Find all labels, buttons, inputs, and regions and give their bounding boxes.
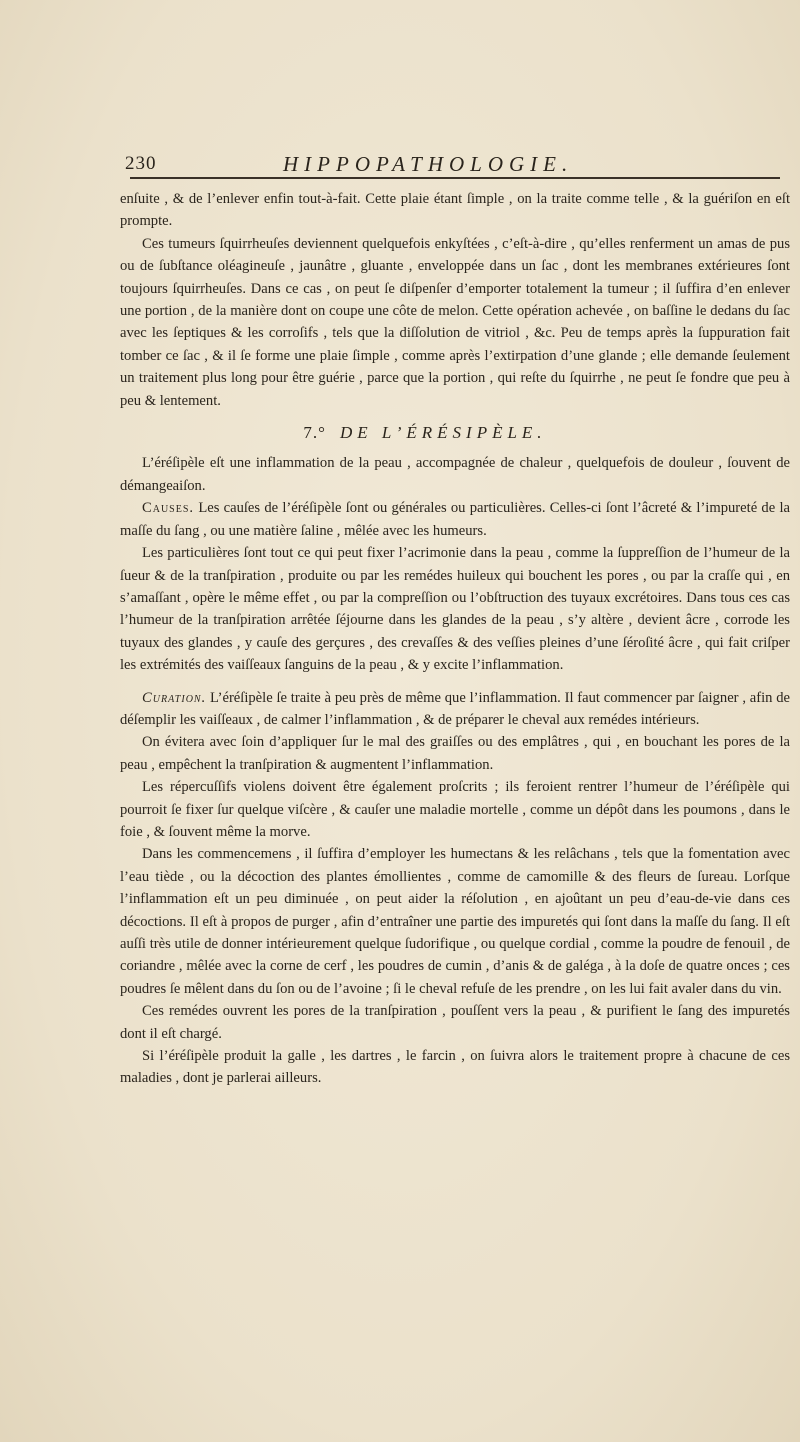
- paragraph: enſuite , & de l’enlever enfin tout-à-fait. Cette plaie étant ſimple , on la traite comme telle , & la guériſon en eſt prompte.: [120, 191, 790, 230]
- curation-text: L’éréſipèle ſe traite à peu près de même que l’inflammation. Il faut commencer par ſaigner , afin de déſemplir les vaiſſeaux , de calmer l’inflammation , & de préparer le cheval aux remédes intérieurs.: [120, 689, 791, 728]
- paragraph: Dans les commencemens , il ſuffira d’employer les humectans & les relâchans , tels que la fomentation avec l’eau tiède , ou la décoction des plantes émollientes , comme de camomille & des fleurs de ſureau. Lorſque l’inflammation eſt un peu diminuée , on peut aider la réſolution , en ajoûtant un peu d’eau-de-vie dans ces décoctions. Il eſt à propos de purger , afin d’entraîner une partie des impuretés qui ſont dans la maſſe du ſang. Il eſt auſſi très utile de donner intérieurement quelque ſudorifique , ou quelque cordial , comme la poudre de fenouil , de coriandre , mêlée avec la corne de cerf , les poudres de cumin , d’anis & de galéga , à la doſe de quatre onces ; ces poudres ſe mêlent dans du ſon ou de l’avoine ; ſi le cheval refuſe de les prendre , on les lui fait avaler dans du vin.: [120, 846, 790, 997]
- paragraph: Les répercuſſifs violens doivent être également proſcrits ; ils feroient rentrer l’humeur de l’éréſipèle qui pourroit ſe fixer ſur quelque viſcère , & cauſer une maladie mortelle , comme un dépôt dans les poumons , dans le foie , & ſouvent même la morve.: [120, 779, 790, 840]
- section-title: DE L’ÉRÉSIPÈLE.: [339, 423, 547, 443]
- header-rule: [130, 177, 780, 179]
- paragraph: Si l’éréſipèle produit la galle , les dartres , le farcin , on ſuivra alors le traitement propre à chacune de ces maladies , dont je parlerai ailleurs.: [120, 1048, 790, 1087]
- body-text: [120, 188, 790, 1090]
- paragraph-curation: [120, 687, 790, 732]
- section-number: 7.°: [303, 423, 326, 443]
- causes-label: Causes.: [142, 500, 195, 517]
- running-title: HIPPOPATHOLOGIE.: [283, 152, 574, 176]
- paragraph-causes: [120, 497, 790, 542]
- curation-label: Curation.: [142, 689, 207, 706]
- page-header: [120, 150, 780, 180]
- paragraph: Ces remédes ouvrent les pores de la tranſpiration , pouſſent vers la peau , & purifient le ſang des impuretés dont il eſt chargé.: [120, 1003, 790, 1042]
- section-heading: [120, 422, 790, 444]
- causes-text: Les cauſes de l’éréſipèle ſont ou générales ou particulières. Celles-ci ſont l’âcreté & l’impureté de la maſſe du ſang , ou une matière ſaline , mêlée avec les humeurs.: [120, 500, 790, 539]
- paragraph: On évitera avec ſoin d’appliquer ſur le mal des graiſſes ou des emplâtres , qui , en bouchant les pores de la peau , empêchent la tranſpiration & augmentent l’inflammation.: [120, 734, 790, 773]
- paragraph: Les particulières ſont tout ce qui peut fixer l’acrimonie dans la peau , comme la ſuppreſſion de l’humeur de la ſueur & de la tranſpiration , produite ou par les remédes huileux qui bouchent les pores , ou par la craſſe qui , en s’amaſſant , opère le même effet , ou par la compreſſion ou l’obſtruction des tuyaux excrétoires. Dans tous ces cas l’humeur de la tranſpiration arrêtée ſéjourne dans les glandes de la peau , s’y altère , devient âcre , corrode les tuyaux des glandes , y cauſe des gerçures , des crevaſſes & des veſſies pleines d’une ſéroſité âcre , qui fait criſper les extrémités des vaiſſeaux ſanguins de la peau , & y excite l’inflammation.: [120, 545, 790, 674]
- page-number: 230: [125, 153, 157, 174]
- paragraph: L’éréſipèle eſt une inflammation de la peau , accompagnée de chaleur , quelquefois de douleur , ſouvent de démangeaiſon.: [120, 455, 790, 494]
- paragraph: Ces tumeurs ſquirrheuſes deviennent quelquefois enkyſtées , c’eſt-à-dire , qu’elles renferment un amas de pus ou de ſubſtance oléagineuſe , jaunâtre , gluante , enveloppée dans un ſac , dont les membranes extérieures ſont toujours ſquirrheuſes. Dans ce cas , on peut ſe diſpenſer d’emporter totalement la tumeur ; il ſuffira d’en enlever une portion , de la manière dont on coupe une côte de melon. Cette opération achevée , on baſſine le dedans du ſac avec les ſeptiques & les corroſifs , tels que la diſſolution de vitriol , &c. Peu de temps après la ſuppuration fait tomber ce ſac , & il ſe forme une plaie ſimple , comme après l’extirpation d’une glande ; elle demande ſeulement un traitement plus long pour être guérie , parce que la portion , qui reſte du ſquirrhe , ne peut ſe fondre que peu à peu & lentement.: [120, 235, 790, 409]
